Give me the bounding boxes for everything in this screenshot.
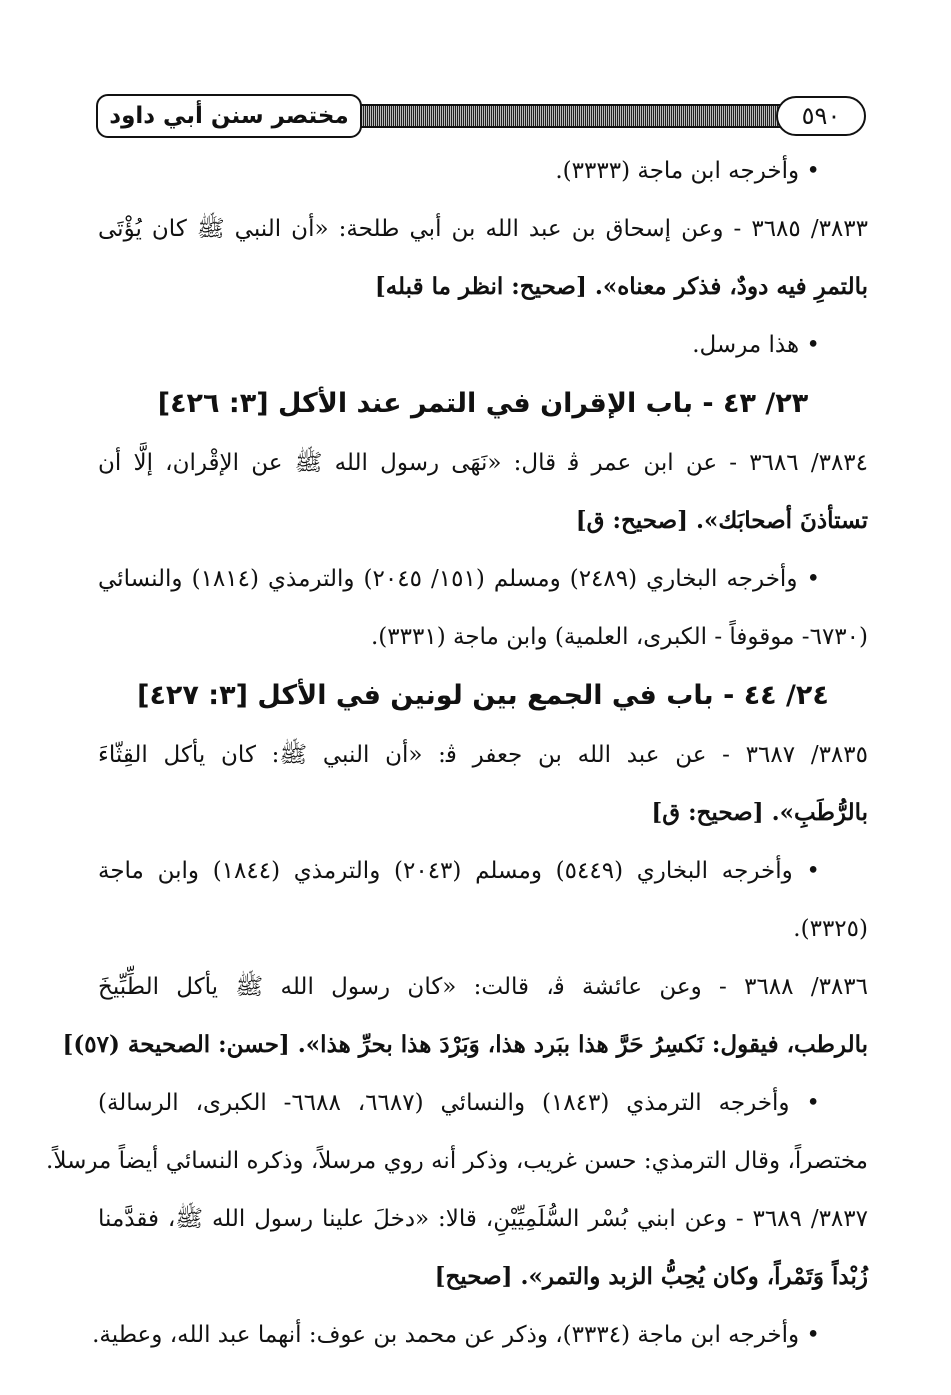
takhrij-note-line-1: • وأخرجه البخاري (٢٤٨٩) ومسلم (١٥١/ ٢٠٤٥) والترمذي (١٨١٤) والنسائي xyxy=(98,566,821,592)
hadith-3835-line-1: ٣٨٣٥/ ٣٦٨٧ - عن عبد الله بن جعفر ﭬ: «أن النبي ﷺ: كان يأكل القِثّاءَ xyxy=(98,742,868,768)
page-number: ٥٩٠ xyxy=(776,96,866,136)
book-title: مختصر سنن أبي داود xyxy=(96,94,362,138)
hadith-3837-line-2: زُبْداً وَتَمْراً، وكان يُحِبُّ الزبد والتمر». [صحيح] xyxy=(434,1263,868,1290)
hadith-3833-line-1: ٣٨٣٣/ ٣٦٨٥ - وعن إسحاق بن عبد الله بن أبي طلحة: «أن النبي ﷺ كان يُؤْتَى xyxy=(98,216,868,242)
page-header xyxy=(96,94,866,142)
page-body xyxy=(46,142,869,1364)
hadith-3835-line-2: بالرُّطَبِ». [صحيح: ق] xyxy=(651,799,868,826)
takhrij-note-line-1: • وأخرجه الترمذي (١٨٤٣) والنسائي (٦٦٨٧، ٦٦٨٨- الكبرى، الرسالة) xyxy=(98,1090,821,1116)
takhrij-note-line-2: مختصراً، وقال الترمذي: حسن غريب، وذكر أنه روي مرسلاً، وذكره النسائي أيضاً مرسلاً. xyxy=(46,1148,868,1174)
hadith-3836-line-2: بالرطب، فيقول: نَكسِرُ حَرَّ هذا ببَرد هذا، وَبَرْدَ هذا بحرِّ هذا». [حسن: الصحيحة (٥٧)] xyxy=(62,1031,868,1058)
hadith-3833-line-2: بالتمرِ فيه دودٌ، فذكر معناه». [صحيح: انظر ما قبله] xyxy=(374,273,868,300)
takhrij-note-line-2: (٦٧٣٠- موقوفاً - الكبرى، العلمية) وابن ماجة (٣٣٣١). xyxy=(371,624,868,650)
hadith-3836-line-1: ٣٨٣٦/ ٣٦٨٨ - وعن عائشة ﭬ، قالت: «كان رسول الله ﷺ يأكل الطِّبِّيخَ xyxy=(98,974,868,1000)
hadith-3834-line-2: تستأذنَ أصحابَك». [صحيح: ق] xyxy=(575,507,868,534)
hadith-3837-line-1: ٣٨٣٧/ ٣٦٨٩ - وعن ابني بُسْر السُّلَمِيِّيْنِ، قالا: «دخلَ علينا رسول الله ﷺ، فقدَّمنا xyxy=(98,1206,868,1232)
takhrij-note: • وأخرجه ابن ماجة (٣٣٣٣). xyxy=(555,158,820,184)
takhrij-note-line-1: • وأخرجه البخاري (٥٤٤٩) ومسلم (٢٠٤٣) والترمذي (١٨٤٤) وابن ماجة xyxy=(98,858,820,884)
hadith-3834-line-1: ٣٨٣٤/ ٣٦٨٦ - عن ابن عمر ﭬ قال: «نَهَى رسول الله ﷺ عن الإقْران، إلَّا أن xyxy=(98,450,869,476)
chapter-heading-44: ٢٤/ ٤٤ - باب في الجمع بين لونين في الأكل [٣: ٤٢٧] xyxy=(137,680,829,711)
takhrij-note: • وأخرجه ابن ماجة (٣٣٣٤)، وذكر عن محمد بن عوف: أنهما عبد الله، وعطية. xyxy=(92,1322,820,1348)
header-ornament-band xyxy=(351,104,828,128)
chapter-heading-43: ٢٣/ ٤٣ - باب الإقران في التمر عند الأكل [٣: ٤٢٦] xyxy=(157,388,809,419)
takhrij-note: • هذا مرسل. xyxy=(692,332,820,358)
takhrij-note-line-2: (٣٣٢٥). xyxy=(793,916,868,942)
